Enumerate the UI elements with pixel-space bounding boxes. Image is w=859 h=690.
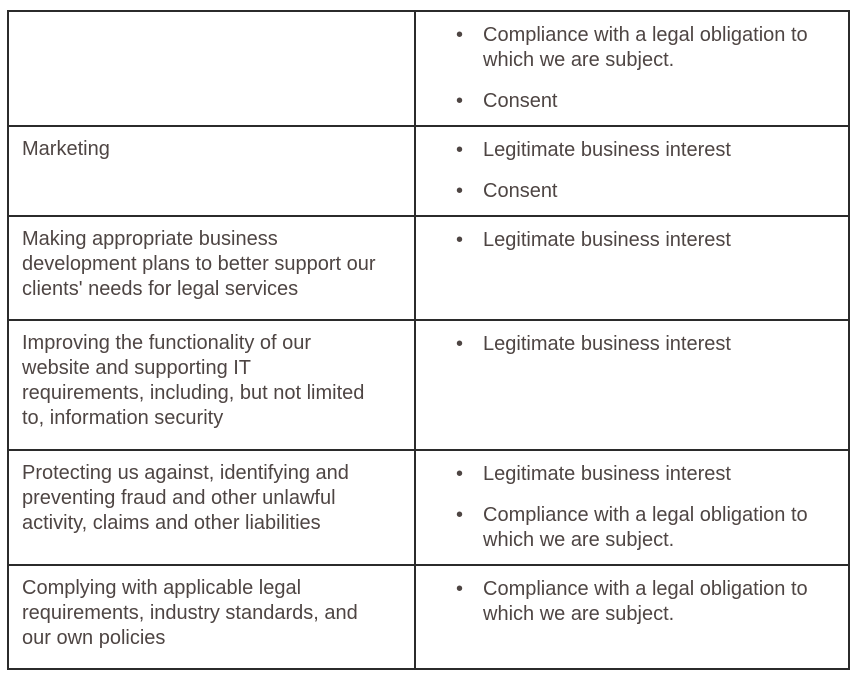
- legal-basis-text: Compliance with a legal obligation to which we are subject.: [483, 24, 808, 71]
- legal-basis-cell: [415, 450, 849, 565]
- legal-basis-list: [416, 228, 834, 253]
- legal-basis-text: Compliance with a legal obligation to which we are subject.: [483, 578, 808, 625]
- legal-basis-list: [416, 332, 834, 357]
- legal-basis-list: [416, 138, 834, 204]
- purpose-cell: [8, 11, 415, 126]
- bullet-icon: •: [456, 229, 464, 251]
- legal-basis-text: Legitimate business interest: [483, 139, 731, 161]
- legal-basis-item: [416, 503, 834, 553]
- bullet-icon: •: [456, 504, 464, 526]
- legal-basis-list: [416, 23, 834, 114]
- purpose-cell: [8, 565, 415, 669]
- legal-basis-item: [416, 89, 834, 114]
- legal-basis-item: [416, 23, 834, 73]
- legal-basis-text: Legitimate business interest: [483, 229, 731, 251]
- purpose-cell: [8, 450, 415, 565]
- table-row: [8, 216, 849, 320]
- purpose-cell: [8, 320, 415, 450]
- purpose-text: Complying with applicable legal requirements, industry standards, and our own policies: [22, 577, 358, 649]
- table-row: [8, 565, 849, 669]
- purpose-cell: [8, 216, 415, 320]
- purpose-cell: [8, 126, 415, 216]
- legal-basis-item: [416, 332, 834, 357]
- table-row: [8, 11, 849, 126]
- legal-basis-cell: [415, 11, 849, 126]
- legal-basis-item: [416, 179, 834, 204]
- legal-basis-text: Consent: [483, 90, 558, 112]
- bullet-icon: •: [456, 463, 464, 485]
- table-row: [8, 126, 849, 216]
- legal-basis-cell: [415, 126, 849, 216]
- legal-basis-item: [416, 462, 834, 487]
- legal-basis-cell: [415, 565, 849, 669]
- legal-basis-item: [416, 577, 834, 627]
- purpose-text: Marketing: [22, 138, 110, 160]
- processing-purposes-table: [7, 10, 850, 670]
- document-page: [0, 10, 859, 670]
- legal-basis-cell: [415, 320, 849, 450]
- legal-basis-text: Legitimate business interest: [483, 463, 731, 485]
- legal-basis-list: [416, 462, 834, 553]
- bullet-icon: •: [456, 90, 464, 112]
- table-row: [8, 450, 849, 565]
- purpose-text: Improving the functionality of our website and supporting IT requirements, including, but not limited to, information security: [22, 332, 365, 429]
- legal-basis-item: [416, 138, 834, 163]
- purpose-text: Protecting us against, identifying and preventing fraud and other unlawful activity, claims and other liabilities: [22, 462, 349, 534]
- legal-basis-item: [416, 228, 834, 253]
- bullet-icon: •: [456, 139, 464, 161]
- table-row: [8, 320, 849, 450]
- bullet-icon: •: [456, 333, 464, 355]
- legal-basis-text: Compliance with a legal obligation to which we are subject.: [483, 504, 808, 551]
- purpose-text: Making appropriate business development plans to better support our clients' needs for legal services: [22, 228, 376, 300]
- bullet-icon: •: [456, 578, 464, 600]
- bullet-icon: •: [456, 24, 464, 46]
- legal-basis-text: Consent: [483, 180, 558, 202]
- legal-basis-list: [416, 577, 834, 627]
- legal-basis-text: Legitimate business interest: [483, 333, 731, 355]
- legal-basis-cell: [415, 216, 849, 320]
- bullet-icon: •: [456, 180, 464, 202]
